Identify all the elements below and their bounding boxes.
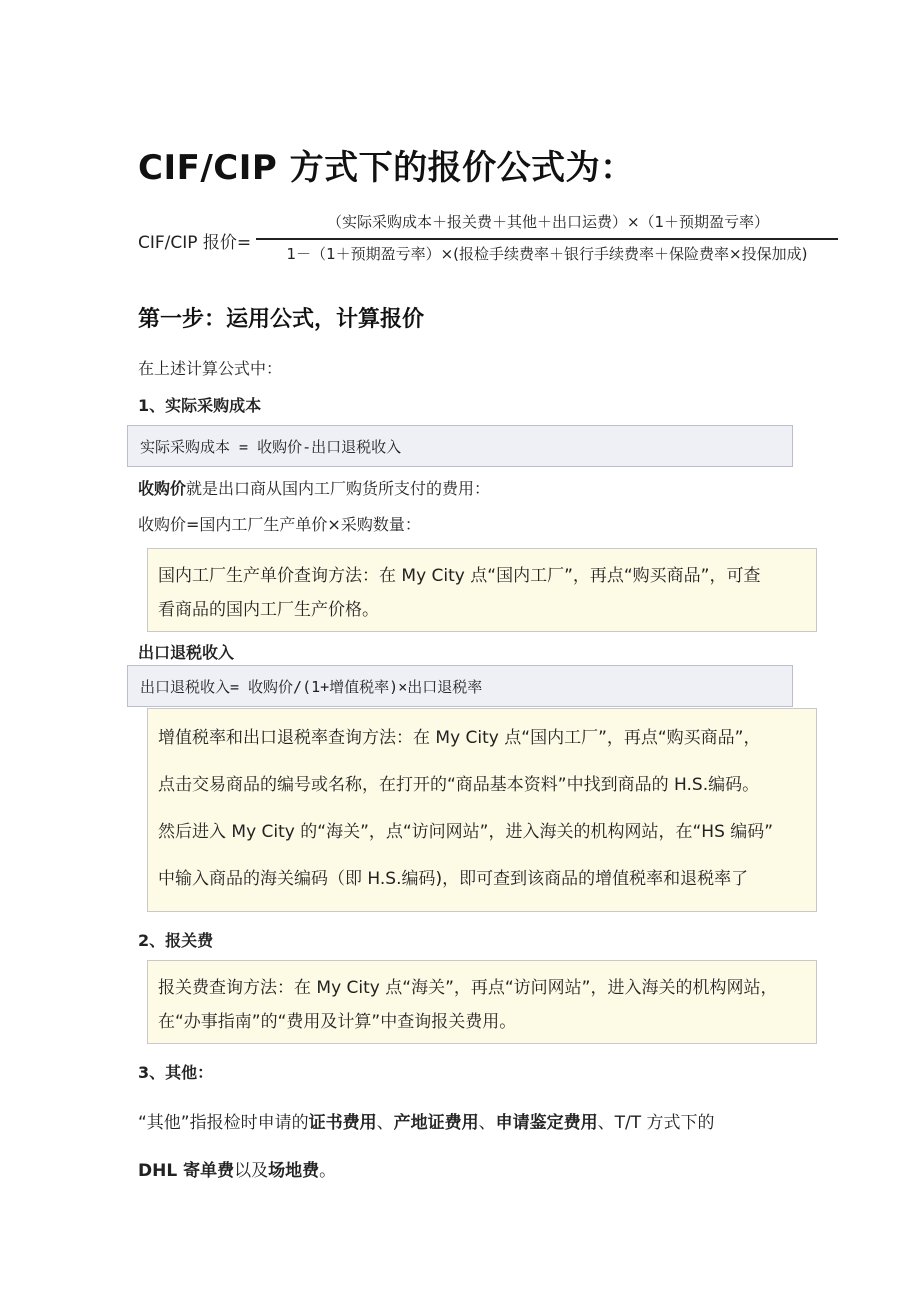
section-3-heading: 3、其他： — [138, 1063, 214, 1082]
note-line: 中输入商品的海关编码（即 H.S.编码)，即可查到该商品的增值税率和退税率了 — [158, 869, 749, 889]
formula-numerator: （实际采购成本＋报关费＋其他＋出口运费）×（1＋预期盈亏率） — [326, 213, 770, 231]
other-fees-line-2 — [138, 1156, 336, 1181]
price-formula — [138, 208, 838, 268]
purchase-price-definition — [138, 476, 490, 499]
text-run: 、 — [376, 1113, 394, 1133]
text-run: 以及 — [234, 1161, 269, 1181]
text-run: 、 — [478, 1113, 496, 1133]
note-line: 增值税率和出口退税率查询方法：在 My City 点“国内工厂”，再点“购买商品”， — [158, 728, 761, 748]
section-1-heading: 1、实际采购成本 — [138, 396, 262, 415]
formula-label: CIF/CIP 报价= — [138, 233, 252, 253]
mailing-fee-term: 寄单费 — [177, 1161, 235, 1181]
note-line: 在“办事指南”的“费用及计算”中查询报关费用。 — [158, 1012, 517, 1032]
note-line: 报关费查询方法：在 My City 点“海关”，再点“访问网站”，进入海关的机构网站， — [158, 978, 778, 998]
other-fees-line-1 — [138, 1108, 715, 1133]
customs-fee-note — [147, 960, 817, 1044]
intro-text: 在上述计算公式中： — [138, 359, 283, 378]
actual-cost-formula: 实际采购成本 = 收购价-出口退税收入 — [127, 425, 793, 467]
purchase-price-desc: 就是出口商从国内工厂购货所支付的费用： — [186, 479, 491, 498]
text-run: 。 — [319, 1161, 337, 1181]
note-line: 然后进入 My City 的“海关”，点“访问网站”，进入海关的机构网站，在“HS 编码” — [158, 822, 774, 842]
purchase-price-equation: 收购价=国内工厂生产单价×采购数量： — [138, 515, 421, 534]
note-line: 国内工厂生产单价查询方法：在 My City 点“国内工厂”，再点“购买商品”，可查 — [158, 566, 761, 586]
export-rebate-formula: 出口退税收入= 收购价/(1+增值税率)×出口退税率 — [127, 665, 793, 707]
text-run: 、T/T 方式下的 — [597, 1113, 715, 1133]
page-title: CIF/CIP 方式下的报价公式为： — [138, 148, 635, 188]
export-rebate-heading: 出口退税收入 — [138, 643, 235, 662]
note-line: 点击交易商品的编号或名称，在打开的“商品基本资料”中找到商品的 H.S.编码。 — [158, 775, 760, 795]
step-heading: 第一步：运用公式，计算报价 — [138, 307, 425, 332]
tax-rate-note — [147, 708, 817, 912]
dhl-term: DHL — [138, 1161, 178, 1181]
origin-cert-fee-term: 产地证费用 — [393, 1113, 479, 1133]
section-2-heading: 2、报关费 — [138, 931, 214, 950]
formula-denominator: 1－（1＋预期盈亏率）×(报检手续费率＋银行手续费率＋保险费率×投保加成) — [286, 245, 808, 263]
note-line: 看商品的国内工厂生产价格。 — [158, 600, 379, 620]
venue-fee-term: 场地费 — [268, 1161, 320, 1181]
certificate-fee-term: 证书费用 — [308, 1113, 377, 1133]
fraction-bar — [256, 238, 838, 240]
inspection-fee-term: 申请鉴定费用 — [495, 1113, 598, 1133]
text-run: “其他”指报检时申请的 — [138, 1113, 309, 1133]
purchase-price-term: 收购价 — [138, 479, 187, 498]
factory-price-note — [147, 548, 817, 632]
